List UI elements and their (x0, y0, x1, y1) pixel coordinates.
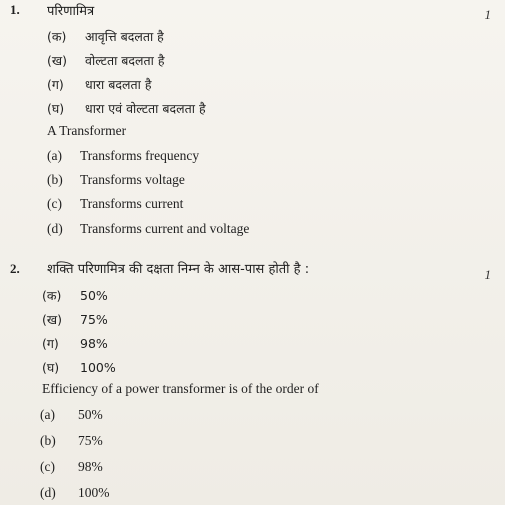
question-2-option-hi-2 (42, 311, 108, 328)
option-label: (क) (47, 29, 67, 44)
option-text: धारा एवं वोल्टता बदलता है (85, 101, 206, 116)
option-text: Transforms current (80, 196, 184, 211)
option-text: 50% (78, 407, 103, 422)
option-label: (c) (40, 459, 55, 474)
question-2-option-en-c (40, 459, 103, 475)
option-label: (ख) (42, 312, 62, 327)
option-label: (a) (40, 407, 55, 422)
question-2-stem-hindi: शक्ति परिणामित्र की दक्षता निम्न के आस-पास होती है : (47, 262, 310, 277)
option-label: (घ) (47, 101, 65, 116)
option-label: (d) (47, 221, 63, 236)
question-2-marks: 1 (484, 267, 491, 282)
option-text: Transforms current and voltage (80, 221, 250, 236)
option-text: Transforms voltage (80, 172, 185, 187)
question-2-number: 2. (10, 261, 20, 276)
question-1-option-en-d (47, 221, 249, 237)
option-text: 98% (78, 459, 103, 474)
option-label: (ग) (47, 77, 64, 92)
option-text: धारा बदलता है (85, 77, 152, 92)
option-text: वोल्टता बदलता है (85, 53, 165, 68)
option-label: (d) (40, 485, 56, 500)
question-1-option-hi-2 (47, 52, 165, 69)
question-1-option-hi-1 (47, 28, 164, 45)
option-text: Transforms frequency (80, 148, 200, 163)
option-text: 100% (80, 360, 116, 375)
question-1-stem-english: A Transformer (47, 123, 127, 138)
question-1-option-hi-4 (47, 100, 206, 117)
option-label: (c) (47, 196, 62, 211)
option-text: 75% (80, 312, 108, 327)
option-label: (ग) (42, 336, 59, 351)
option-text: 75% (78, 433, 103, 448)
question-1-option-hi-3 (47, 76, 151, 93)
question-2-option-en-a (40, 407, 103, 423)
question-1-number: 1. (10, 2, 20, 17)
option-text: 50% (80, 288, 108, 303)
question-2-stem-english: Efficiency of a power transformer is of the order of (42, 381, 319, 396)
option-label: (b) (47, 172, 63, 187)
question-2-option-hi-4 (42, 359, 116, 376)
option-text: 98% (80, 336, 108, 351)
question-2-option-en-d (40, 485, 110, 501)
question-1-marks: 1 (484, 7, 491, 22)
option-label: (b) (40, 433, 56, 448)
question-2-option-hi-3 (42, 335, 108, 352)
question-2-option-en-b (40, 433, 103, 449)
question-2-option-hi-1 (42, 287, 108, 304)
option-label: (घ) (42, 360, 60, 375)
option-label: (ख) (47, 53, 67, 68)
option-text: आवृत्ति बदलता है (85, 29, 164, 44)
option-text: 100% (78, 485, 110, 500)
question-1-option-en-c (47, 196, 183, 212)
option-label: (क) (42, 288, 62, 303)
question-1-option-en-b (47, 172, 185, 188)
option-label: (a) (47, 148, 62, 163)
question-1-option-en-a (47, 148, 199, 164)
question-1-stem-hindi: परिणामित्र (47, 4, 95, 19)
